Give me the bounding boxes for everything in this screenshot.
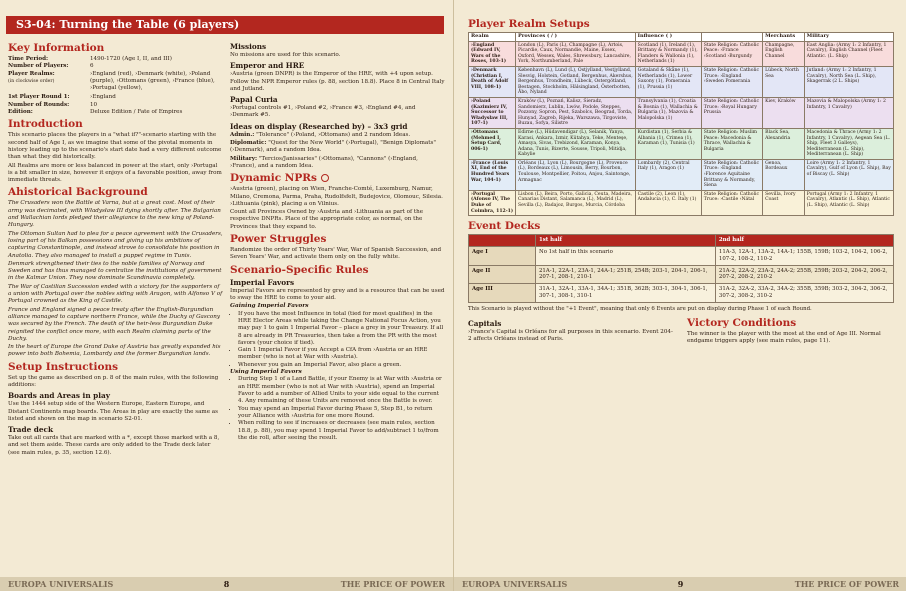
power-text: Randomize the order of Thirty Years' War, War of Spanish Succession, and Seven Years' War, and activate them only on the fully white. <box>230 247 442 261</box>
setup-heading: Setup Instructions <box>8 360 118 373</box>
right-content <box>468 16 894 346</box>
right-footer: EUROPA UNIVERSALIS 9 THE PRICE OF POWER <box>454 577 906 591</box>
intro-para: All Realms are more or less balanced in power at the start, only ›Portugal is a bit smaller in size, however it enjoys of a favorable position, away from immediate threats. <box>8 162 222 184</box>
npr-text-2: Count all Provinces Owned by ›Austria and ›Lithuania as part of the respective DNPRs. Place of the appropriate color, as normal, on the Provinces that they expand to. <box>230 209 424 230</box>
page-number: 9 <box>677 579 684 589</box>
victory-section <box>687 317 894 347</box>
ideas-heading: Ideas on display (Researched by) – 3x3 grid <box>230 121 408 131</box>
table-row: ›France (Louis XI, End of the Hundred Years War, 104-1) Orléans (L), Lyon (L), Bourgogne (L), Provence (L), Bordeaux (L), Limousin, Berry, Bourbon, Toulouse, Montpellier, Poitou, Anjou, Saintonge, Armagnac Lombardy (2), Central Italy (1), Aragon (1) State Religion: Catholic Truce: ›England ›Florence Aquitaine Brittany & Normandy, Siena Genoa, Bordeaux Loire (Army 1: 2 Infantry, 1 Cavalry), Gulf of Lyon (L. Ship), Bay of Biscay (L. Ship) <box>469 159 894 190</box>
missions-text: No missions are used for this scenario. <box>230 52 341 58</box>
table-row: ›Denmark (Christian I, Death of Adolf VIII, 108-1) København (L), Lund (L), Ostjylland, Vestjylland, Slesvig, Holstein, Gotland, Bergenhus, Akershus, Bergenhus, Trondheim, Lübeck, Ostergötland, Bestagen, Stockholm, Hälsingland, Österbotten, Åbo, Nyland Gotaland & Skåne (1), Netherlands (1), Lower Saxony (1), Pomerania (1), Prussia (1) State Religion: Catholic Truce: ›England ›Sweden Pomerania Lübeck, North Sea Jutland: (Army 1: 2 Infantry, 1 Cavalry), North Sea (L. Ship), Skagerrak (2 L. Ships) <box>469 66 894 97</box>
table-row: Age III 31A-1, 32A-1, 33A-1, 34A-1; 351B, 362B; 303-1, 304-1, 306-1, 307-1, 308-1, 310-1 31A-2, 32A-2, 33A-2, 34A-2; 355B, 359B; 303-2, 304-2, 306-2, 307-2, 308-2, 310-2 <box>469 284 894 303</box>
table-header: 2nd half <box>715 235 893 247</box>
list-item: • If you have the most Influence in total (tied for most qualifies) in the HRE Elector Areas while taking the Change National Focus Action, you may pay 1 to gain 1 Imperial Favor – place a grey in your Treasury. If all 8 are already in PR Treasuries, then take a from the PR with the most favors (your choice if tied). <box>238 311 445 347</box>
ideas-row: Diplomatic: "Quest for the New World" (›Portugal), "Benign Diplomats" (›Denmark), and a random Idea. <box>230 140 436 154</box>
background-para: The Ottoman Sultan had to plea for a peace agreement with the Crusaders, losing part of his Balkan possessions and giving up his ambitions of capturing Constantinople, and instead strove to consolidate his position in Anatolia. They also managed to install a puppet regime in Tunis. <box>8 230 223 259</box>
table-row: ›Ottomans (Mehmed I, Setup Card, 006-1) Edirne (L), Hüdavendigar (L), Selanik, Yanya, Karasi, Ankara, Izmir, Kütahya, Teke, Menteşe, Amasya, Sivas, Trebizond, Karaman, Konya, Adana, Tunis, Bizerte, Sousse, Tripoli, Mitidja, Kabylie Kurdistan (1), Serbia & Albania (1), Crimea (1), Karaman (1), Tunisia (1) State Religion: Muslim Peace: Macedonia & Thrace, Wallachia & Bulgaria Black Sea, Alexandria Macedonia & Thrace (Army 1: 2 Infantry, 1 Cavalry), Aegean Sea (L. Ship, Fleet 3 Galleys), Mediterranean (L. Ship), Mediterranean (L. Ship) <box>469 128 894 159</box>
background-para: The Crusaders won the Battle at Varna, but at a great cost. Most of their army was decimated, with Władysław III dying shortly after. The Bulgarian and Wallachian lords pledged their allegiance to the new king of Poland-Hungary. <box>8 200 221 229</box>
table-row: Age II 21A-1, 22A-1, 23A-1, 24A-1; 251B, 254B; 203-1, 204-1, 206-1, 207-1, 208-1, 210-1 21A-2, 22A-2, 23A-2, 24A-2; 255B, 259B; 203-2, 204-2, 206-2, 207-2, 208-2, 210-2 <box>469 265 894 284</box>
key-info-heading: Key Information <box>8 42 105 54</box>
curia-text: ›Portugal controls #1, ›Poland #2, ›France #3, ›England #4, and ›Denmark #5. <box>230 105 416 119</box>
victory-text: The winner is the player with the most at the end of Age III. Normal endgame triggers apply (see main rules, page 11). <box>687 330 881 345</box>
list-item: • You may spend an Imperial Favor during Phase 5, Step B1, to return your Alliance with ›Austria for one more Round. <box>238 406 445 421</box>
ideas-row: Admin.: "Tolerance" (›Poland, ›Ottomans) and 2 random Ideas. <box>230 131 411 138</box>
right-page <box>453 0 906 591</box>
realm-table <box>468 32 894 216</box>
trade-text: Take out all cards that are marked with a *, except those marked with a 8, and set them aside. These cards are only added to the Trade deck later (see main rules, p. 35, section 12.6). <box>8 435 220 456</box>
key-info-row: Number of Players: 6 <box>8 63 94 70</box>
table-header: Provinces ( / ) <box>516 33 636 42</box>
setup-intro: Set up the game as described on p. 8 of the main rules, with the following additions: <box>8 374 219 388</box>
table-row: ›England (Edward IV, Wars of the Roses, 103-1) London (L), Paris (L), Champagne (L), Artois, Picardie, Caux, Normandie, Maine, Essex, Oxford, Wessex, Wales, Shrewsbury, Lancashire, York, Northumberland, Pale Scotland (1), Ireland (1), Brittany & Normandy (1), Flanders & Wallonia (1), Netherlands (1) State Religion: Catholic Peace: ›France ›Scotland ›Burgundy Champagne, English Channel East Anglia: (Army 1: 2 Infantry, 1 Cavalry), English Channel (Fleet Atlantic. (L. Ship) <box>469 41 894 66</box>
table-row: Age I No 1st half in this scenario 11A-3, 12A-1, 13A-2, 14A-1; 155B, 159B; 103-2, 104-2, 106-2, 107-2, 108-2, 110-2 <box>469 247 894 266</box>
power-heading: Power Struggles <box>230 233 327 246</box>
curia-heading: Papal Curia <box>230 95 278 105</box>
list-item: • Whenever you gain an Imperial Favor, also place a green. <box>238 362 445 369</box>
victory-heading: Victory Conditions <box>687 316 797 329</box>
table-header: 1st half <box>536 235 716 247</box>
left-footer: EUROPA UNIVERSALIS 8 THE PRICE OF POWER <box>0 577 453 591</box>
left-column-1 <box>8 40 223 458</box>
npr-text: ›Austria (green), placing on Wien, Franche-Comté, Luxemburg, Namur, Milano, Cremona, Parma, Praha, Rudolfsfelt, Budejovice, Olomouc, Silesia. ›Lithuania (pink), placing a on Vilnius. <box>230 186 443 207</box>
key-info-row: Edition: Deluxe Edition / Fate of Empires <box>8 109 183 116</box>
bottom-section <box>468 317 894 347</box>
table-row: ›Portugal (Afonso IV, The Duke of Coimbra, 112-1) Lisbon (L), Beira, Porto, Galicia, Ceuta, Madeira, Canarias Distant, Salamanca (L), Madrid (L), Sevilla (L), Badajoz, Burgos, Murcia, Córdoba Castile (2), Leon (1), Andalucia (1), C. Italy (1) State Religion: Catholic Truce: ›Castile ›Nátal Sevilla, Ivory Coast Portugal (Army 1: 2 Infantry, 1 Cavalry), Atlantic (L. Ship), Atlantic (L. Ship), Atlantic (L. Ship) <box>469 190 894 215</box>
intro-para: This scenario places the players in a "what if?"-scenario starting with the second half of Age I, as we imagine that some of the pivotal moments in history leading up to the scenario's start date had a very different outcome than what they did historically. <box>8 132 222 161</box>
table-header: Realm <box>469 33 516 42</box>
table-header: Military <box>804 33 893 42</box>
events-heading: Event Decks <box>468 220 541 233</box>
table-header: Influence ( ) <box>635 33 701 42</box>
favors-text: Imperial Favors are represented by grey and is a resource that can be used to sway the HRE to come to your aid. <box>230 287 445 301</box>
emperor-heading: Emperor and HRE <box>230 61 305 71</box>
gain-heading: Gaining Imperial Favors <box>230 303 309 310</box>
table-header <box>469 235 536 247</box>
trade-heading: Trade deck <box>8 425 53 435</box>
ssr-heading: Scenario-Specific Rules <box>230 263 369 276</box>
table-header <box>701 33 762 42</box>
events-table <box>468 234 894 303</box>
intro-heading: Introduction <box>8 118 83 131</box>
boards-heading: Boards and Areas in play <box>8 391 111 401</box>
missions-heading: Missions <box>230 42 267 51</box>
favors-heading: Imperial Favors <box>230 277 295 287</box>
key-info-row: Player Realms: (in clockwise order) ›England (red), ›Denmark (white), ›Poland (purple), ›Ottomans (green), ›France (blue), ›Portugal (yellow), <box>8 70 215 92</box>
background-para: The War of Castilian Succession ended with a victory for the supporters of a union with Portugal over the nobles siding with Aragon, with Alfonso V of Portugal crowned as the King of Castile. <box>8 283 223 305</box>
setups-heading: Player Realm Setups <box>468 18 590 30</box>
npr-heading: Dynamic NPRs <box>230 172 445 184</box>
boards-text: Use the 1444 setup side of the Western Europe, Eastern Europe, and Distant Continents map boards. The Areas in play are exactly the same as listed and shown on the map in scenario S2-01. <box>8 401 219 422</box>
events-note: This Scenario is played without the "+1 Event", meaning that only 6 Events are put on display during Phase 1 of each Round. <box>468 305 812 312</box>
background-para: France and England signed a peace treaty after the English-Burgundian alliance managed to capture northern France, while the Duchy of Gascony was secured by the French. The death of the heir-less Burgundian Duke reignited the conflict once more, with each Realm claiming parts of the Duchy. <box>8 306 221 342</box>
capitals-text: ›France's Capital is Orléans for all purposes in this scenario. Event 204-2 affects Orléans instead of Paris. <box>468 328 673 343</box>
scenario-banner: S3-04: Turning the Table (6 players) <box>6 16 444 34</box>
left-column-2 <box>230 40 445 442</box>
background-heading: Ahistorical Background <box>8 186 148 199</box>
key-info-row: Time Period: 1490-1720 (Age I, II, and III) <box>8 56 172 62</box>
background-para: Denmark strengthened their ties to the noble families of Norway and Sweden and has thus managed to centralize the institutions of government in the Kalmar Union. They now dominate Scandinavia completely. <box>8 260 222 282</box>
emperor-text: ›Austria (green DNPR) is the Emperor of the HRE, with +4 upon setup. Follow the NPR Emperor rules (p. 88, section 18.8). Place 8 in Central Italy and Jutland. <box>230 71 445 92</box>
npr-icon <box>321 174 329 182</box>
table-row: ›Poland (Kazimierz IV, Successor to Władysław III, 107-1) Kraków (L), Poznań, Kalisz, Sieradz, Sandomierz, Lublin, Lwów, Podole, Steppes, Pozzony, Sopron, Pest, Szabolcs, Beograd, Torda, Hunyad, Zagreb, Rijeka, Warszawa, Tirgoviste, Buzau, Sofya, Silistre Transylvania (1), Croatia & Bosnia (1), Wallachia & Bulgaria (1), Mazovia & Malopolska (1) State Religion: Catholic Truce: ›Royal Hungary Prussia Kiev, Kraków Mazovia & Malopolska (Army 1: 2 Infantry, 1 Cavalry) <box>469 97 894 128</box>
ideas-row: Military: "Tercios/Janissaries" (›Ottomans), "Cannons" (›England, ›France), and a random Idea. <box>230 155 418 169</box>
capitals-section <box>468 317 675 347</box>
list-item: • During Step 1 of a Land Battle, if your Enemy is at War with ›Austria or an HRE member (who is not at War with ›Austria), spend an Imperial Favor to add a number of Allied Units to your side equal to the current 4. Any remaining of these Units are removed once the Battle is over. <box>238 376 445 405</box>
background-para: In the heart of Europe the Grand Duke of Austria has greatly expanded his power into both Bohemia, Lombardy and the former Burgundian lands. <box>8 344 221 358</box>
key-info-row: 1st Player Round 1: ›England <box>8 94 116 101</box>
capitals-heading: Capitals <box>468 318 502 328</box>
key-info-row: Number of Rounds: 10 <box>8 101 98 108</box>
table-header: Merchants <box>763 33 805 42</box>
gain-list <box>230 311 445 369</box>
list-item: • Gain 1 Imperial Favor if you Accept a CfA from ›Austria or an HRE member (who is not at War with ›Austria). <box>238 347 445 362</box>
list-item: • When rolling to see if increases or decreases (see main rules, section 18.8, p. 88), you may spend 1 Imperial Favor to add/subtract 1 to/from the die roll, after seeing the result. <box>238 420 445 442</box>
using-heading: Using Imperial Favors <box>230 369 302 376</box>
using-list <box>230 376 445 442</box>
page-number: 8 <box>223 579 230 589</box>
